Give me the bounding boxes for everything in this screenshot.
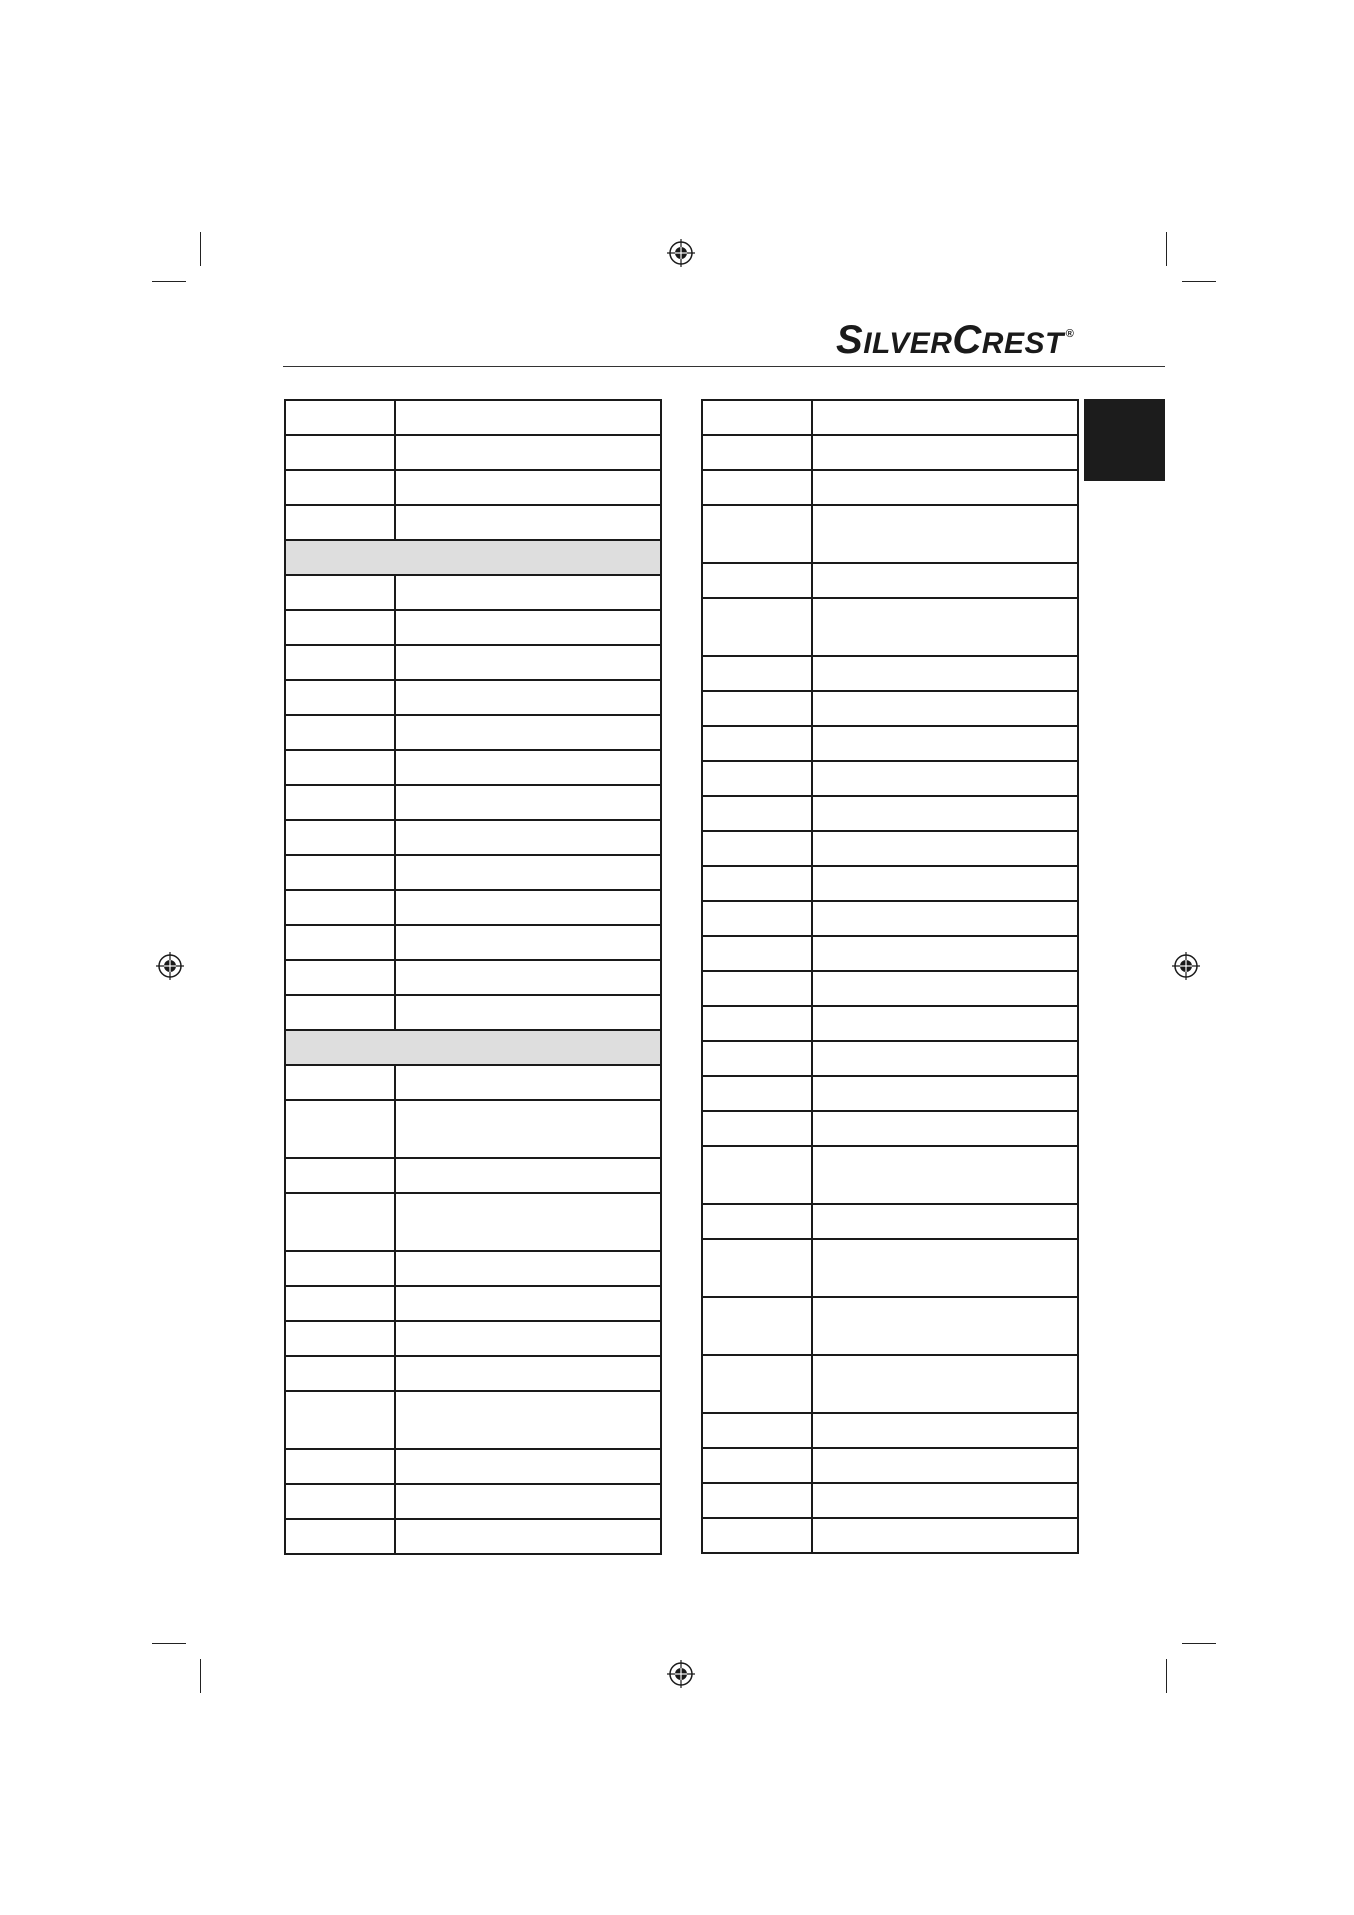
translation-cell	[395, 1158, 661, 1193]
table-row	[702, 1483, 1078, 1518]
term-cell	[285, 855, 395, 890]
translation-cell	[395, 1449, 661, 1484]
table-row	[285, 435, 661, 470]
term-cell	[702, 1041, 812, 1076]
translation-cell	[395, 1519, 661, 1554]
header-rule	[283, 366, 1165, 367]
term-cell	[285, 820, 395, 855]
term-cell	[702, 470, 812, 505]
term-cell	[702, 691, 812, 726]
translation-cell	[395, 470, 661, 505]
term-cell	[285, 1158, 395, 1193]
translation-cell	[395, 1391, 661, 1449]
term-cell	[285, 1251, 395, 1286]
translation-cell	[812, 726, 1078, 761]
translation-cell	[812, 831, 1078, 866]
language-tab	[1084, 399, 1165, 481]
term-cell	[702, 598, 812, 656]
table-row	[285, 1519, 661, 1554]
translation-cell	[812, 1076, 1078, 1111]
registration-mark-left-icon	[155, 951, 185, 981]
registration-mark-right-icon	[1171, 951, 1201, 981]
table-row	[702, 563, 1078, 598]
translation-cell	[395, 890, 661, 925]
translation-cell	[812, 1204, 1078, 1239]
term-cell	[702, 1239, 812, 1297]
term-cell	[702, 1448, 812, 1483]
table-row	[702, 470, 1078, 505]
table-row	[702, 1006, 1078, 1041]
crop-mark-bottom-right-vertical	[1166, 1659, 1167, 1693]
translation-cell	[812, 971, 1078, 1006]
translation-cell	[812, 505, 1078, 563]
translation-cell	[812, 400, 1078, 435]
term-cell	[285, 435, 395, 470]
translation-cell	[395, 855, 661, 890]
table-row	[702, 936, 1078, 971]
translation-cell	[395, 1484, 661, 1519]
term-cell	[285, 960, 395, 995]
table-row	[285, 855, 661, 890]
translation-cell	[395, 610, 661, 645]
table-row	[285, 400, 661, 435]
table-row	[285, 1286, 661, 1321]
table-row	[702, 1518, 1078, 1553]
translation-cell	[395, 1193, 661, 1251]
silvercrest-logo: SILVERCREST ®	[836, 318, 1075, 362]
translation-cell	[395, 680, 661, 715]
translation-cell	[812, 901, 1078, 936]
table-row	[702, 866, 1078, 901]
table-row	[702, 1448, 1078, 1483]
term-cell	[702, 656, 812, 691]
table-row	[702, 901, 1078, 936]
table-row	[285, 1321, 661, 1356]
term-cell	[285, 785, 395, 820]
table-row	[285, 785, 661, 820]
translation-cell	[812, 1355, 1078, 1413]
translation-cell	[812, 1413, 1078, 1448]
table-row	[702, 505, 1078, 563]
translation-cell	[395, 1251, 661, 1286]
translation-cell	[395, 575, 661, 610]
translation-cell	[395, 1100, 661, 1158]
translation-cell	[395, 820, 661, 855]
translation-cell	[395, 750, 661, 785]
table-row	[285, 575, 661, 610]
table-row	[702, 1355, 1078, 1413]
term-cell	[285, 1391, 395, 1449]
term-cell	[702, 1204, 812, 1239]
table-row	[702, 656, 1078, 691]
term-cell	[702, 1006, 812, 1041]
table-row	[285, 750, 661, 785]
table-row	[285, 1158, 661, 1193]
right-table	[701, 399, 1079, 1554]
translation-cell	[812, 1518, 1078, 1553]
crop-mark-bottom-left-vertical	[200, 1659, 201, 1693]
translation-cell	[812, 435, 1078, 470]
table-row	[702, 435, 1078, 470]
translation-cell	[395, 995, 661, 1030]
translation-cell	[812, 656, 1078, 691]
table-row	[285, 1449, 661, 1484]
term-cell	[702, 901, 812, 936]
translation-cell	[812, 761, 1078, 796]
table-row	[285, 960, 661, 995]
term-cell	[285, 645, 395, 680]
left-table	[284, 399, 662, 1555]
crop-mark-top-left-vertical	[200, 232, 201, 266]
translation-cell	[812, 1041, 1078, 1076]
translation-cell	[812, 598, 1078, 656]
term-cell	[285, 400, 395, 435]
term-cell	[702, 505, 812, 563]
term-cell	[285, 1519, 395, 1554]
table-row	[702, 1146, 1078, 1204]
term-cell	[285, 1286, 395, 1321]
table-row	[285, 680, 661, 715]
term-cell	[285, 1100, 395, 1158]
term-cell	[285, 995, 395, 1030]
translation-cell	[395, 1065, 661, 1100]
table-row	[702, 1041, 1078, 1076]
table-row	[702, 761, 1078, 796]
translation-cell	[812, 1146, 1078, 1204]
translation-cell	[395, 400, 661, 435]
term-cell	[702, 400, 812, 435]
translation-cell	[395, 785, 661, 820]
table-row	[285, 1065, 661, 1100]
table-row	[702, 598, 1078, 656]
term-cell	[285, 1321, 395, 1356]
translation-cell	[395, 925, 661, 960]
table-row	[702, 1111, 1078, 1146]
translation-cell	[812, 470, 1078, 505]
term-cell	[285, 1065, 395, 1100]
table-row	[285, 1193, 661, 1251]
term-cell	[285, 610, 395, 645]
term-cell	[285, 750, 395, 785]
section-row	[285, 540, 661, 575]
table-row	[702, 691, 1078, 726]
table-row	[702, 726, 1078, 761]
translation-cell	[812, 866, 1078, 901]
translation-cell	[812, 1111, 1078, 1146]
table-row	[285, 820, 661, 855]
translation-cell	[395, 645, 661, 680]
crop-mark-top-right-horizontal	[1182, 281, 1216, 282]
registration-mark-top-icon	[666, 238, 696, 268]
section-cell	[285, 540, 661, 575]
translation-cell	[395, 435, 661, 470]
term-cell	[702, 435, 812, 470]
term-cell	[285, 680, 395, 715]
section-cell	[285, 1030, 661, 1065]
term-cell	[285, 575, 395, 610]
table-row	[702, 1239, 1078, 1297]
translation-cell	[395, 1321, 661, 1356]
table-row	[702, 971, 1078, 1006]
registration-mark-bottom-icon	[666, 1659, 696, 1689]
crop-mark-bottom-right-horizontal	[1182, 1643, 1216, 1644]
table-row	[285, 1100, 661, 1158]
translation-cell	[812, 691, 1078, 726]
term-cell	[702, 1518, 812, 1553]
translation-cell	[812, 796, 1078, 831]
term-cell	[702, 1355, 812, 1413]
term-cell	[702, 866, 812, 901]
term-cell	[285, 1356, 395, 1391]
table-row	[702, 1297, 1078, 1355]
table-row	[285, 645, 661, 680]
term-cell	[702, 971, 812, 1006]
table-row	[285, 925, 661, 960]
table-row	[702, 400, 1078, 435]
term-cell	[285, 925, 395, 960]
registered-trademark: ®	[1065, 328, 1075, 340]
term-cell	[285, 470, 395, 505]
translation-cell	[395, 505, 661, 540]
term-cell	[702, 1413, 812, 1448]
term-cell	[702, 1111, 812, 1146]
table-row	[702, 1413, 1078, 1448]
translation-cell	[395, 1356, 661, 1391]
term-cell	[702, 726, 812, 761]
translation-cell	[395, 960, 661, 995]
section-row	[285, 1030, 661, 1065]
table-row	[285, 715, 661, 750]
crop-mark-bottom-left-horizontal	[152, 1643, 186, 1644]
term-cell	[702, 1483, 812, 1518]
table-row	[702, 1076, 1078, 1111]
translation-cell	[812, 1483, 1078, 1518]
term-cell	[285, 715, 395, 750]
translation-cell	[812, 563, 1078, 598]
term-cell	[702, 796, 812, 831]
term-cell	[702, 831, 812, 866]
table-row	[285, 890, 661, 925]
crop-mark-top-left-horizontal	[152, 281, 186, 282]
table-row	[702, 1204, 1078, 1239]
table-row	[285, 1251, 661, 1286]
translation-cell	[812, 1448, 1078, 1483]
translation-cell	[395, 715, 661, 750]
table-row	[285, 1356, 661, 1391]
term-cell	[702, 1146, 812, 1204]
term-cell	[285, 1449, 395, 1484]
crop-mark-top-right-vertical	[1166, 232, 1167, 266]
table-row	[702, 796, 1078, 831]
table-row	[702, 831, 1078, 866]
term-cell	[285, 505, 395, 540]
table-row	[285, 610, 661, 645]
term-cell	[702, 1297, 812, 1355]
term-cell	[285, 1484, 395, 1519]
translation-cell	[812, 1239, 1078, 1297]
term-cell	[702, 563, 812, 598]
table-row	[285, 995, 661, 1030]
translation-cell	[395, 1286, 661, 1321]
term-cell	[702, 761, 812, 796]
term-cell	[702, 936, 812, 971]
table-row	[285, 470, 661, 505]
table-row	[285, 505, 661, 540]
translation-cell	[812, 1297, 1078, 1355]
term-cell	[702, 1076, 812, 1111]
term-cell	[285, 1193, 395, 1251]
table-row	[285, 1391, 661, 1449]
term-cell	[285, 890, 395, 925]
translation-cell	[812, 936, 1078, 971]
translation-cell	[812, 1006, 1078, 1041]
table-row	[285, 1484, 661, 1519]
